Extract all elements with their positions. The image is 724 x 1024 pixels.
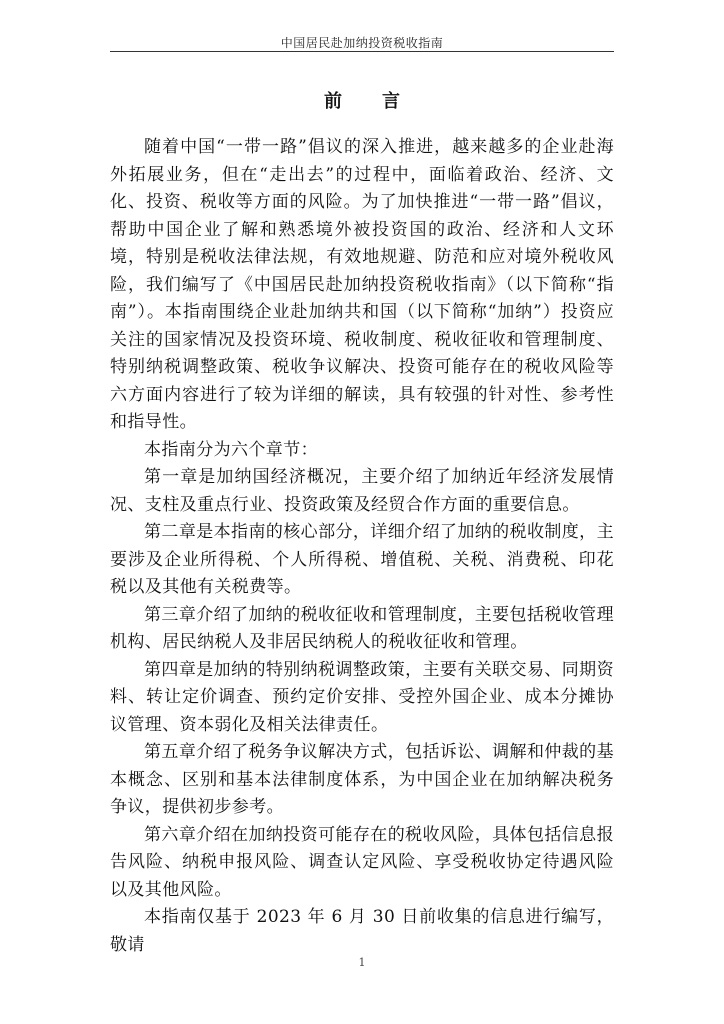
paragraph-disclaimer: 本指南仅基于 2023 年 6 月 30 日前收集的信息进行编写，敬请 xyxy=(110,907,614,955)
paragraph-chapter-1: 第一章是加纳国经济概况，主要介绍了加纳近年经济发展情况、支柱及重点行业、投资政策及经贸合作方面的重要信息。 xyxy=(110,467,614,515)
paragraph-chapter-3: 第三章介绍了加纳的税收征收和管理制度，主要包括税收管理机构、居民纳税人及非居民纳税人的税收征收和管理。 xyxy=(110,604,614,652)
paragraph-chapters-overview: 本指南分为六个章节： xyxy=(144,439,318,460)
running-header: 中国居民赴加纳投资税收指南 xyxy=(280,36,444,50)
page-title: 前言 xyxy=(324,91,440,112)
paragraph-chapter-5: 第五章介绍了税务争议解决方式，包括诉讼、调解和仲裁的基本概念、区别和基本法律制度体系，为中国企业在加纳解决税务争议，提供初步参考。 xyxy=(110,742,614,817)
body-text xyxy=(110,134,614,959)
paragraph-chapter-6: 第六章介绍在加纳投资可能存在的税收风险，具体包括信息报告风险、纳税申报风险、调查认定风险、享受税收协定待遇风险以及其他风险。 xyxy=(110,824,614,900)
page-number: 1 xyxy=(358,956,366,969)
paragraph-chapter-4: 第四章是加纳的特别纳税调整政策，主要有关联交易、同期资料、转让定价调查、预约定价安排、受控外国企业、成本分摊协议管理、资本弱化及相关法律责任。 xyxy=(110,659,614,735)
paragraph-intro: 随着中国“一带一路”倡议的深入推进，越来越多的企业赴海外拓展业务，但在“走出去”的过程中，面临着政治、经济、文化、投资、税收等方面的风险。为了加快推进“一带一路”倡议，帮助中国企业了解和熟悉境外被投资国的政治、经济和人文环境，特别是税收法律法规，有效地规避、防范和应对境外税收风险，我们编写了《中国居民赴加纳投资税收指南》（以下简称“指南”）。本指南围绕企业赴加纳共和国（以下简称“加纳”）投资应关注的国家情况及投资环境、税收制度、税收征收和管理制度、特别纳税调整政策、税收争议解决、投资可能存在的税收风险等六方面内容进行了较为详细的解读，具有较强的针对性、参考性和指导性。 xyxy=(110,137,614,432)
header-rule xyxy=(110,51,614,52)
paragraph-chapter-2: 第二章是本指南的核心部分，详细介绍了加纳的税收制度，主要涉及企业所得税、个人所得税、增值税、关税、消费税、印花税以及其他有关税费等。 xyxy=(110,522,614,597)
